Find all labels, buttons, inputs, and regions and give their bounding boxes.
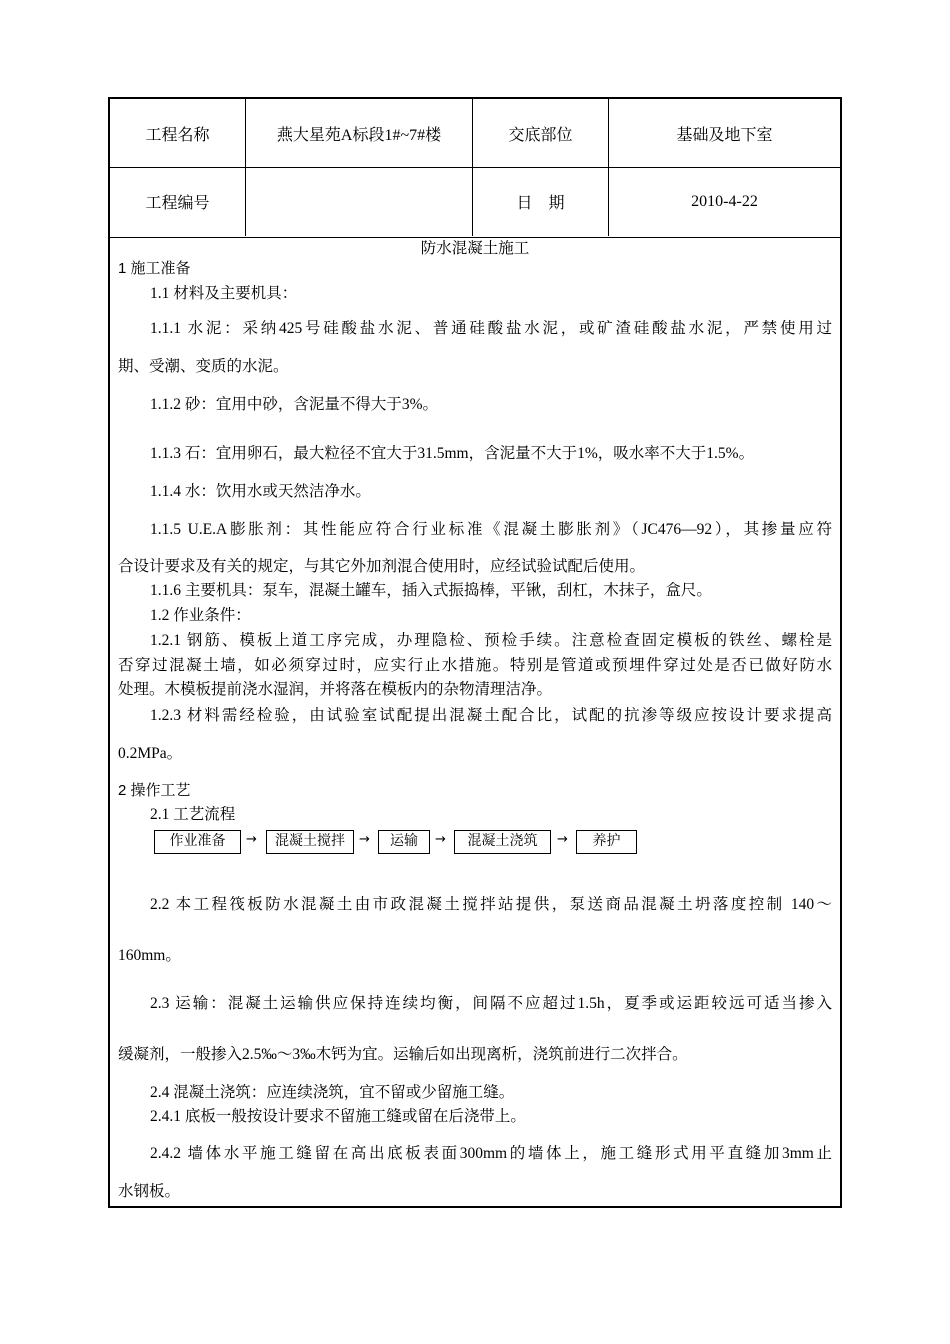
paragraph-line: 2.2 本工程筏板防水混凝土由市政混凝土搅拌站提供，泵送商品混凝土坍落度控制 140～: [150, 896, 832, 913]
paragraph-line: 2.3 运输：混凝土运输供应保持连续均衡，间隔不应超过1.5h，夏季或运距较远可适当掺入: [150, 995, 832, 1012]
header-row-2: [110, 167, 840, 236]
paragraph-line: 2.4 混凝土浇筑：应连续浇筑，宜不留或少留施工缝。: [150, 1084, 515, 1101]
paragraph-line: 缓凝剂，一般掺入2.5‰～3‰木钙为宜。运输后如出现离析，浇筑前进行二次拌合。: [118, 1046, 688, 1063]
arrow-right-icon: →: [435, 832, 446, 847]
paragraph-line: 1.1.2 砂：宜用中砂，含泥量不得大于3%。: [150, 396, 439, 413]
project-name-value: 燕大星苑A标段1#~7#楼: [246, 99, 473, 167]
paragraph-line: 2.1 工艺流程: [150, 806, 236, 823]
paragraph-line: 1.2.1 钢筋、模板上道工序完成，办理隐检、预检手续。注意检查固定模板的铁丝、螺栓是: [150, 632, 832, 649]
document-title: 防水混凝土施工: [420, 240, 530, 257]
paragraph-line: 1.2 作业条件：: [150, 607, 251, 624]
flow-step: 养护: [576, 830, 637, 854]
paragraph-line: 1.2.3 材料需经检验，由试验室试配提出混凝土配合比，试配的抗渗等级应按设计要求提高: [150, 707, 832, 724]
date-value: 2010-4-22: [691, 192, 758, 210]
document-frame: [108, 97, 842, 1208]
flow-step: 混凝土搅拌: [266, 830, 354, 854]
date-label: 日 期: [473, 167, 609, 236]
paragraph-line: 1.1.6 主要机具：泵车，混凝土罐车，插入式振捣棒，平锹，刮杠，木抹子，盒尺。: [150, 582, 712, 599]
paragraph-line: 0.2MPa。: [118, 745, 183, 762]
location-value: 基础及地下室: [676, 126, 773, 144]
project-name-label: 工程名称: [110, 99, 246, 167]
document-body: [110, 237, 840, 1206]
header-row-1: [110, 99, 840, 168]
project-no-value: [246, 167, 473, 236]
paragraph-line: 2.4.1 底板一般按设计要求不留施工缝或留在后浇带上。: [150, 1108, 526, 1125]
flow-step: 混凝土浇筑: [454, 830, 551, 854]
section-heading: 1 施工准备: [118, 260, 191, 277]
paragraph-line: 水钢板。: [118, 1183, 181, 1200]
paragraph-line: 2.4.2 墙体水平施工缝留在高出底板表面300mm的墙体上，施工缝形式用平直缝加3mm止: [150, 1145, 832, 1162]
paragraph-line: 1.1.1 水泥：采纳425号硅酸盐水泥、普通硅酸盐水泥，或矿渣硅酸盐水泥，严禁使用过: [150, 320, 832, 337]
paragraph-line: 1.1.4 水：饮用水或天然洁净水。: [150, 483, 371, 500]
header-table: [110, 99, 840, 238]
flow-step: 运输: [378, 830, 430, 854]
paragraph-line: 合设计要求及有关的规定，与其它外加剂混合使用时，应经试验试配后使用。: [118, 558, 646, 575]
arrow-right-icon: →: [359, 832, 370, 847]
paragraph-line: 期、受潮、变质的水泥。: [118, 358, 289, 375]
location-label: 交底部位: [473, 99, 609, 167]
paragraph-line: 160mm。: [118, 947, 181, 964]
paragraph-line: 处理。木模板提前浇水湿润，并将落在模板内的杂物清理洁净。: [118, 681, 553, 698]
paragraph-line: 1.1.5 U.E.A膨胀剂：其性能应符合行业标准《混凝土膨胀剂》（JC476—92），其掺量应符: [150, 521, 832, 538]
arrow-right-icon: →: [557, 832, 568, 847]
paragraph-line: 1.1.3 石：宜用卵石，最大粒径不宜大于31.5mm，含泥量不大于1%，吸水率不大于1.5%。: [150, 445, 755, 462]
arrow-right-icon: →: [246, 832, 257, 847]
section-heading: 2 操作工艺: [118, 782, 191, 799]
project-no-label: 工程编号: [110, 167, 246, 236]
paragraph-line: 1.1 材料及主要机具：: [150, 285, 298, 302]
paragraph-line: 否穿过混凝土墙，如必须穿过时，应实行止水措施。特别是管道或预埋件穿过处是否已做好防水: [118, 657, 832, 674]
flow-step: 作业准备: [154, 830, 241, 854]
